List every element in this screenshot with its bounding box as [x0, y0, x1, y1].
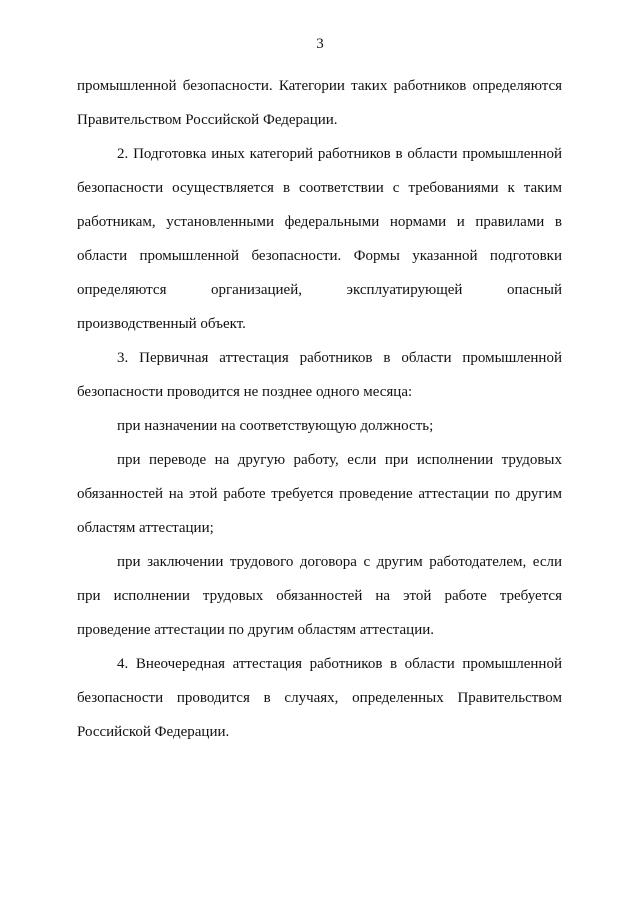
document-body [77, 69, 562, 749]
subitem-new-employer: при заключении трудового договора с другим работодателем, если при исполнении трудовых обязанностей на этой работе требуется проведение аттестации по другим областям аттестации. [77, 554, 562, 638]
paragraph-item-2: 2. Подготовка иных категорий работников в области промышленной безопасности осуществляется в соответствии с требованиями к таким работникам, установленными федеральными нормами и правилами в области промышленной безопасности. Формы указанной подготовки определяются организацией, эксплуатирующей опасный производственный объект. [77, 146, 562, 332]
subitem-appointment: при назначении на соответствующую должность; [117, 418, 434, 434]
paragraph-item-4: 4. Внеочередная аттестация работников в области промышленной безопасности проводится в случаях, определенных Правительством Российской Федерации. [77, 656, 562, 740]
page-number: 3 [316, 36, 324, 52]
paragraph-item-3: 3. Первичная аттестация работников в области промышленной безопасности проводится не позднее одного месяца: [77, 350, 562, 400]
paragraph-continuation: промышленной безопасности. Категории таких работников определяются Правительством Российской Федерации. [77, 78, 562, 128]
subitem-transfer: при переводе на другую работу, если при исполнении трудовых обязанностей на этой работе требуется проведение аттестации по другим областям аттестации; [77, 452, 562, 536]
